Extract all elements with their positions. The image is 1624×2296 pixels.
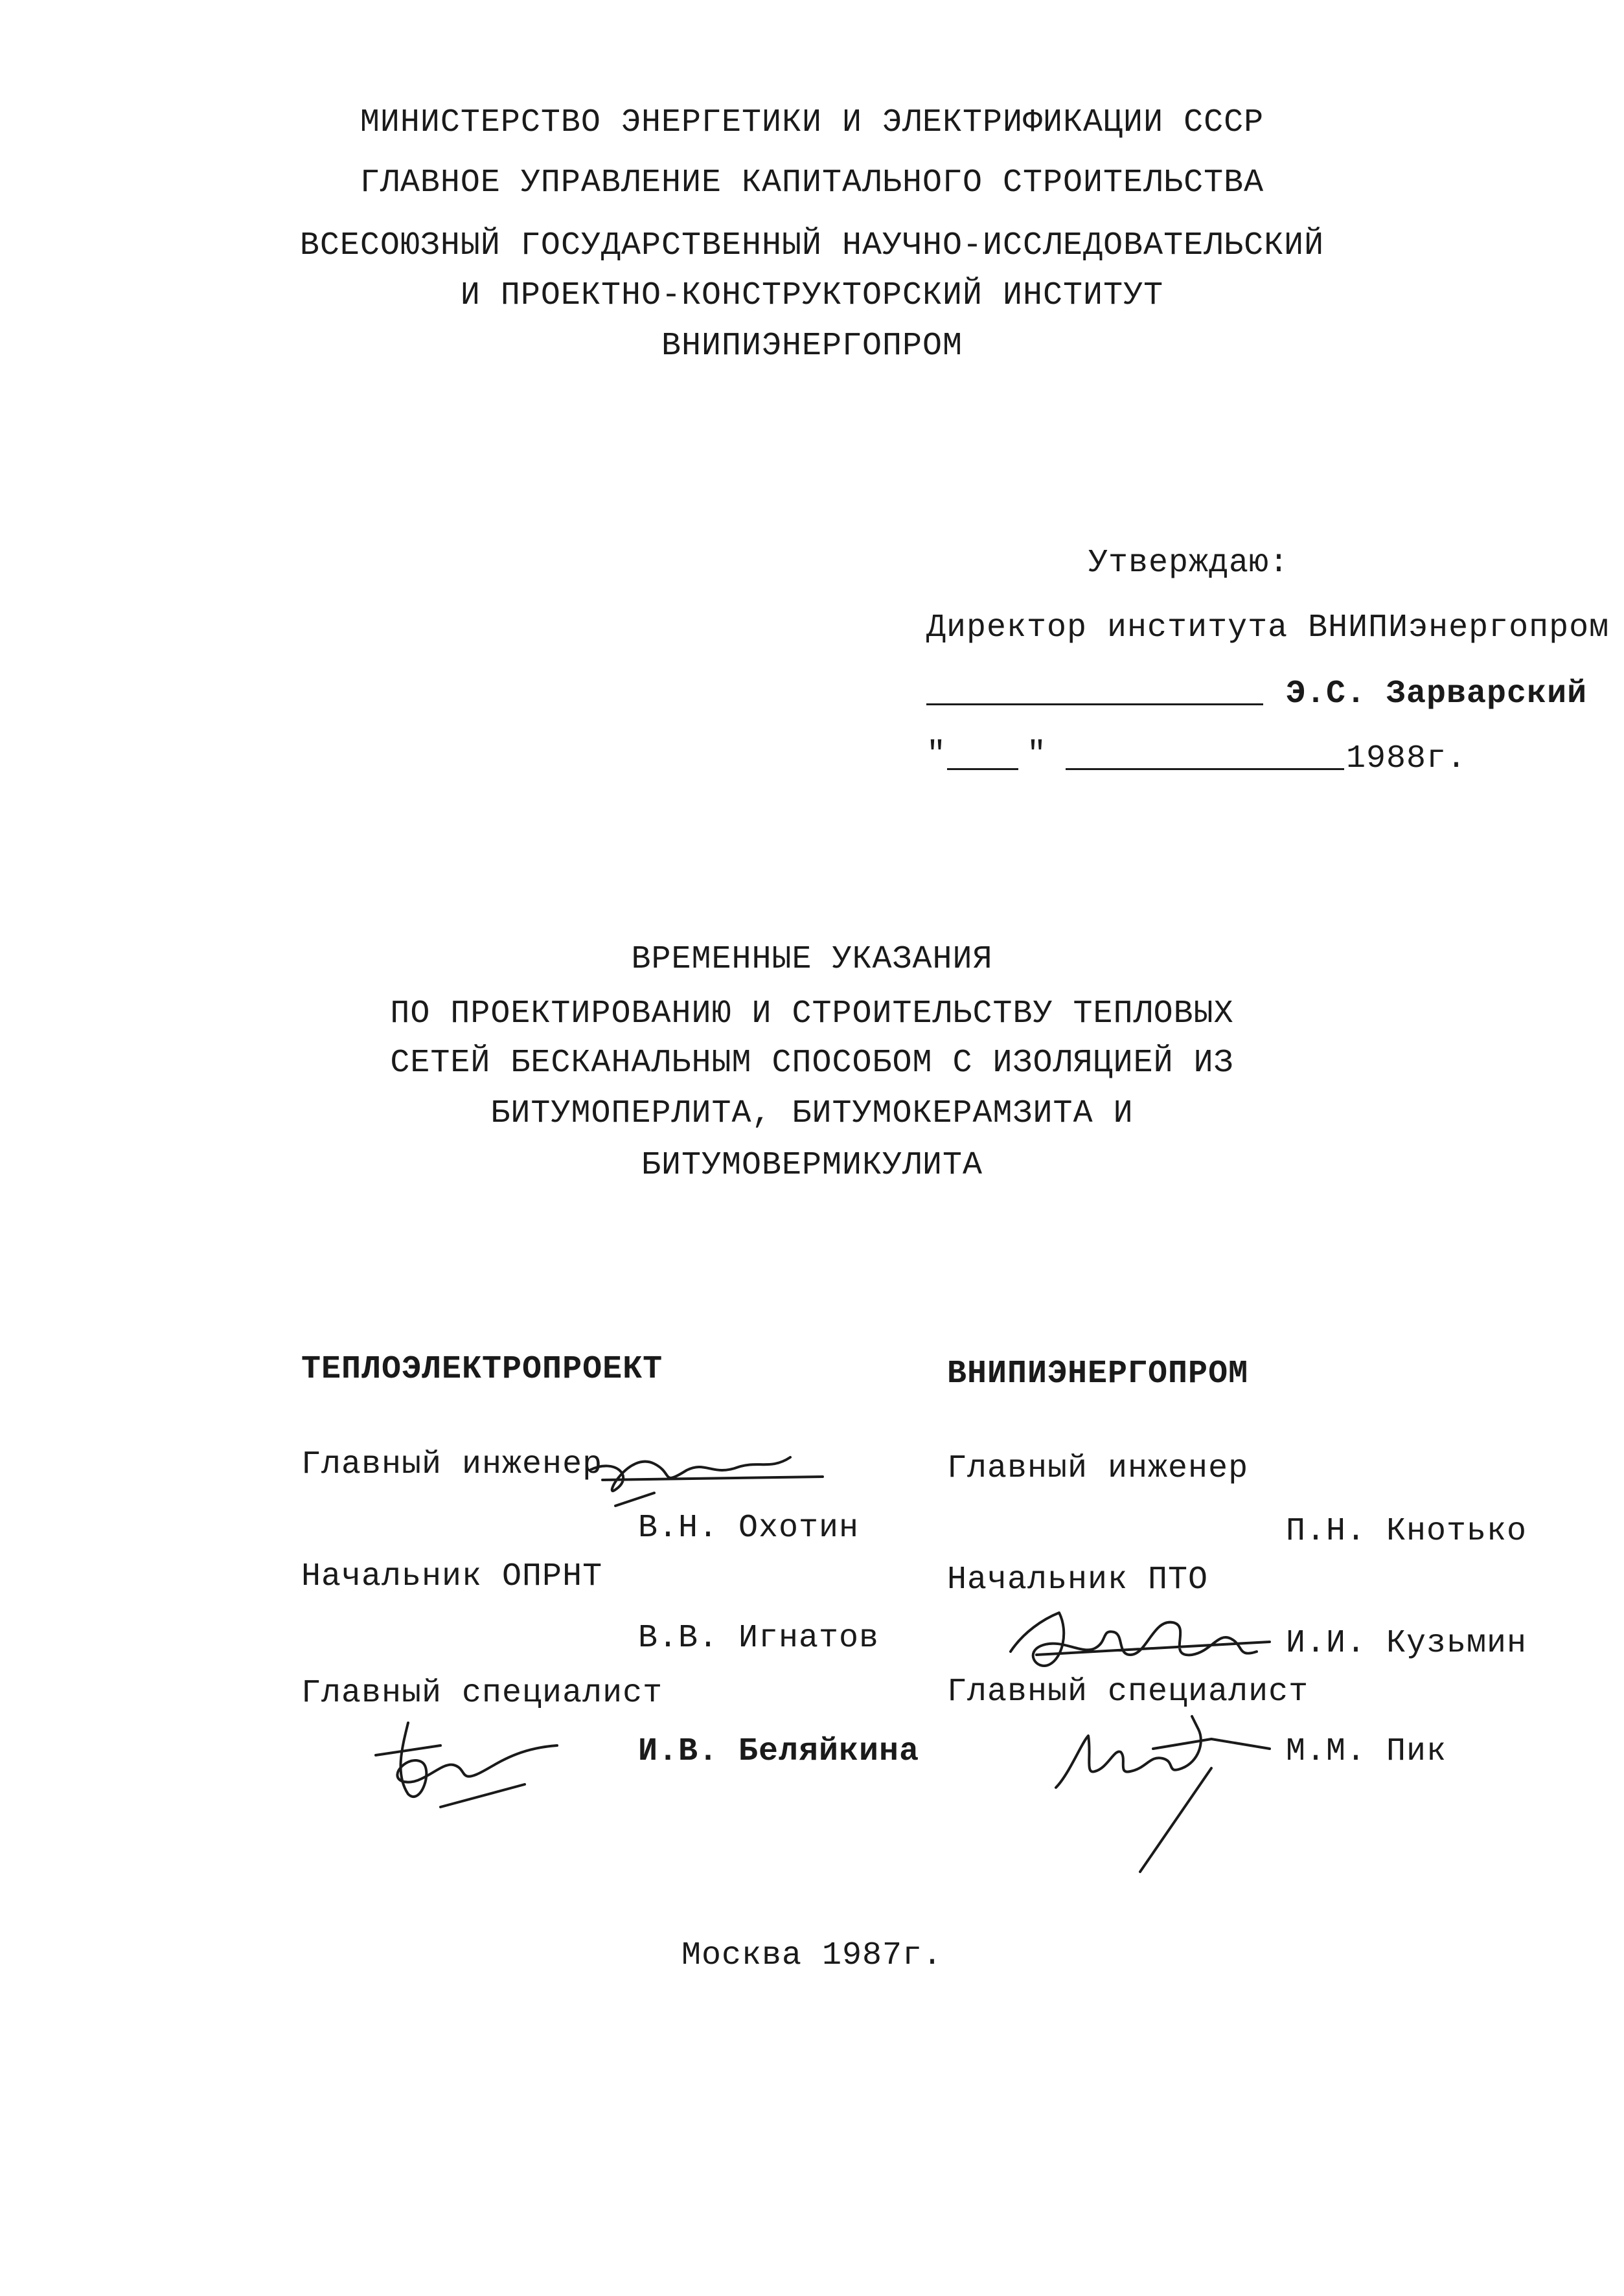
left-chief-engineer-name: В.Н. Охотин (638, 1510, 860, 1547)
right-specialist-name: М.М. Пик (1286, 1733, 1447, 1770)
right-chief-engineer-name: П.Н. Кнотько (1286, 1513, 1527, 1550)
left-head-name: В.В. Игнатов (638, 1620, 880, 1657)
left-head-label: Начальник ОПРНТ (301, 1558, 603, 1595)
institute-heading-line1: ВСЕСОЮЗНЫЙ ГОСУДАРСТВЕННЫЙ НАУЧНО-ИССЛЕДОВАТЕЛЬСКИЙ (299, 227, 1325, 264)
right-specialist-label: Главный специалист (947, 1674, 1309, 1711)
director-title: Директор института ВНИПИэнергопром (926, 609, 1610, 646)
date-month-blank (1066, 768, 1344, 770)
pik-signature (1043, 1703, 1289, 1878)
left-specialist-name: И.В. Беляйкина (638, 1733, 920, 1770)
approval-year: 1988г. (1346, 740, 1467, 777)
institute-heading-line2: И ПРОЕКТНО-КОНСТРУКТОРСКИЙ ИНСТИТУТ (460, 277, 1164, 314)
okhotin-signature (577, 1431, 836, 1516)
document-subtitle-line3: БИТУМОПЕРЛИТА, БИТУМОКЕРАМЗИТА И (490, 1095, 1134, 1132)
directorate-heading: ГЛАВНОЕ УПРАВЛЕНИЕ КАПИТАЛЬНОГО СТРОИТЕЛЬСТВА (360, 165, 1264, 201)
right-head-name: И.И. Кузьмин (1286, 1625, 1527, 1662)
document-subtitle-line1: ПО ПРОЕКТИРОВАНИЮ И СТРОИТЕЛЬСТВУ ТЕПЛОВЫХ (390, 995, 1234, 1032)
city-year: Москва 1987г. (681, 1937, 943, 1974)
right-head-label: Начальник ПТО (947, 1562, 1209, 1598)
right-chief-engineer-label: Главный инженер (947, 1450, 1249, 1487)
right-org-name: ВНИПИЭНЕРГОПРОМ (947, 1356, 1249, 1392)
ministry-heading: МИНИСТЕРСТВО ЭНЕРГЕТИКИ И ЭЛЕКТРИФИКАЦИИ СССР (360, 104, 1264, 141)
approve-label: Утверждаю: (1088, 545, 1290, 582)
director-signature-blank (926, 703, 1263, 705)
belyaykina-signature (363, 1710, 583, 1820)
date-quote-open: " (926, 736, 947, 773)
director-name: Э.С. Зарварский (1286, 676, 1588, 712)
left-chief-engineer-label: Главный инженер (301, 1446, 603, 1483)
document-title: ВРЕМЕННЫЕ УКАЗАНИЯ (631, 941, 993, 978)
left-specialist-label: Главный специалист (301, 1675, 663, 1712)
left-org-name: ТЕПЛОЭЛЕКТРОПРОЕКТ (301, 1351, 663, 1388)
institute-abbreviation: ВНИПИЭНЕРГОПРОМ (661, 328, 963, 365)
document-subtitle-line4: БИТУМОВЕРМИКУЛИТА (641, 1147, 983, 1184)
date-day-blank (947, 768, 1018, 770)
date-quote-close: " (1027, 736, 1047, 773)
document-subtitle-line2: СЕТЕЙ БЕСКАНАЛЬНЫМ СПОСОБОМ С ИЗОЛЯЦИЕЙ ИЗ (390, 1045, 1234, 1082)
